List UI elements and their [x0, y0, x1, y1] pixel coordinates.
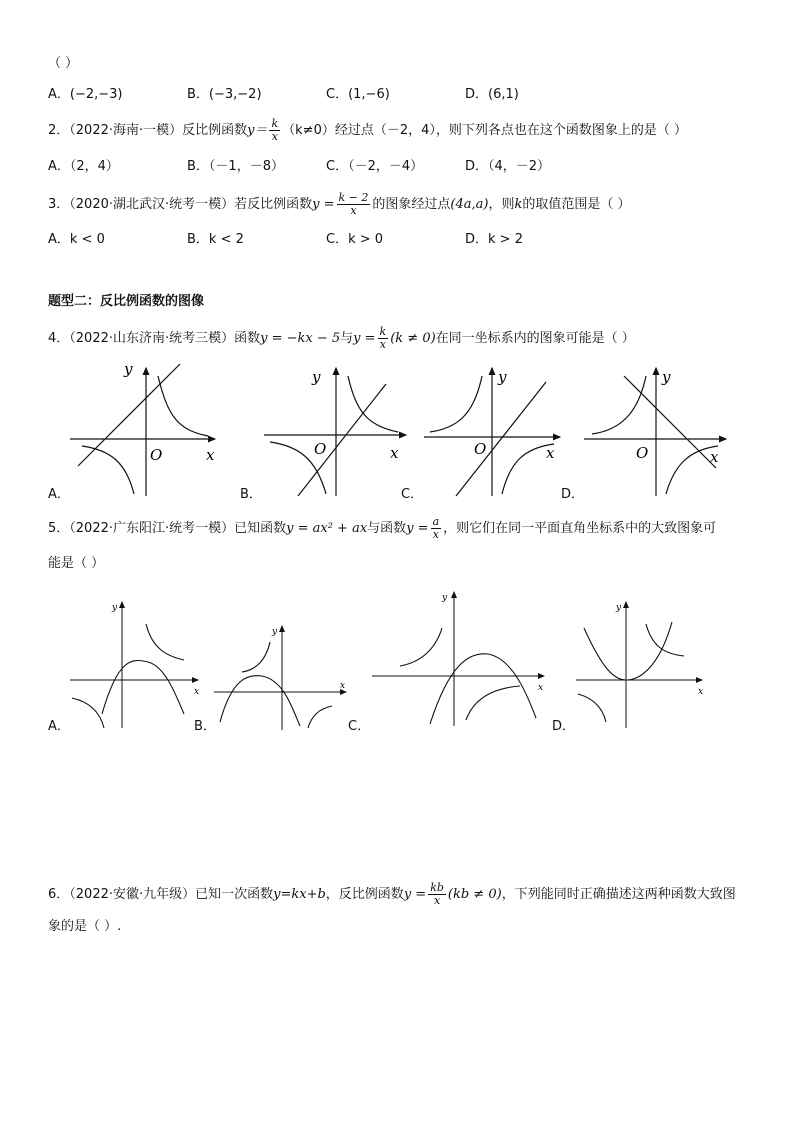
q5-graph-b — [212, 622, 352, 732]
q5-option-b: B． — [194, 719, 216, 734]
q5-graph-c — [370, 588, 550, 728]
y-label: y — [498, 368, 507, 386]
q4-option-c: C． — [401, 487, 424, 502]
x-label: x — [206, 446, 215, 464]
q2-stem: 2．（2022·海南·一模）反比例函数y＝ $\frac{k}{x}$ （k≠0）经过点（－2，4），则下列各点也在这个函数图象上的是（ ） — [48, 117, 688, 143]
q2-option-d: D．（4，－2） — [465, 159, 551, 174]
q4-option-b: B． — [240, 487, 262, 502]
hyperbola-branch — [242, 642, 270, 672]
q2-option-b: B．（－1，－8） — [187, 159, 284, 174]
origin-label: O — [636, 444, 649, 462]
q4-stem: 4．（2022·山东济南·统考三模）函数y = −kx − 5与y = $\frac{k}{x}$ (k ≠ 0)在同一坐标系内的图象可能是（ ） — [48, 325, 635, 351]
q6-stem: 6．（2022·安徽·九年级）已知一次函数y=kx+b，反比例函数y = $\frac{kb}{x}$ (kb ≠ 0)，下列能同时正确描述这两种函数大致图 — [48, 881, 736, 907]
parabola — [430, 654, 536, 724]
q4-fraction: $\frac{k}{x}$ — [379, 325, 387, 351]
q4-option-a: A． — [48, 487, 70, 502]
x-label: x — [390, 444, 399, 462]
q4-graph-d — [580, 362, 730, 500]
q6-stem-line2: 象的是（ ）. — [48, 919, 122, 934]
x-label: x — [710, 448, 719, 466]
parabola — [102, 660, 184, 714]
hyperbola-branch — [72, 698, 104, 728]
hyperbola-branch — [578, 694, 606, 722]
q5-graph-a — [68, 598, 208, 730]
q4-graph-b — [260, 362, 410, 500]
y-label: y — [112, 603, 118, 613]
section-title: 题型二：反比例函数的图像 — [48, 294, 205, 309]
q5-stem: 5．（2022·广东阳江·统考一模）已知函数y = ax² + ax与函数y = $\frac{a}{x}$ ，则它们在同一平面直角坐标系中的大致图象可 — [48, 515, 717, 541]
y-label: y — [272, 627, 278, 637]
q2-option-a: A．（2，4） — [48, 159, 119, 174]
x-label: x — [194, 687, 200, 697]
q2-fraction: $\frac{k}{x}$ — [271, 117, 279, 143]
q5-fraction: $\frac{a}{x}$ — [432, 515, 440, 541]
q3-fraction: $\frac{k - 2}{x}$ — [338, 191, 369, 217]
y-label: y — [662, 368, 671, 386]
hyperbola-branch — [592, 376, 646, 434]
q5-option-d: D． — [552, 719, 576, 734]
line-graph — [456, 382, 546, 496]
origin-label: O — [314, 440, 327, 458]
line-graph — [78, 364, 180, 466]
parabola — [584, 622, 672, 680]
hyperbola-branch — [308, 706, 332, 728]
hyperbola-branch — [646, 624, 684, 656]
y-label: y — [442, 593, 448, 603]
q3-option-c: C．k > 0 — [326, 232, 384, 247]
q2-option-c: C．（－2，－4） — [326, 159, 424, 174]
q5-graph-d — [574, 598, 710, 730]
x-label: x — [340, 681, 346, 691]
line-graph — [298, 384, 386, 496]
q5-stem-line2: 能是（ ） — [48, 556, 105, 571]
q4-option-d: D． — [561, 487, 585, 502]
hyperbola-branch — [82, 446, 134, 494]
q3-option-a: A．k < 0 — [48, 232, 105, 247]
q4-graph-c — [420, 362, 565, 500]
y-label: y — [124, 360, 133, 378]
parabola — [220, 676, 300, 726]
q4-graph-a — [60, 362, 225, 500]
x-label: x — [698, 687, 704, 697]
origin-label: O — [150, 446, 163, 464]
y-label: y — [312, 368, 321, 386]
q1-option-b: B．(−3,−2) — [187, 87, 262, 102]
hyperbola-branch — [466, 686, 520, 720]
hyperbola-branch — [430, 376, 482, 432]
x-label: x — [538, 683, 544, 693]
q1-option-c: C．(1,−6) — [326, 87, 390, 102]
q3-option-b: B．k < 2 — [187, 232, 244, 247]
q6-fraction: $\frac{kb}{x}$ — [430, 881, 444, 907]
q3-stem: 3．（2020·湖北武汉·统考一模）若反比例函数y = $\frac{k - 2}{x}$ 的图象经过点(4a,a)，则k的取值范围是（ ） — [48, 191, 631, 217]
origin-label: O — [474, 440, 487, 458]
q5-option-a: A． — [48, 719, 70, 734]
x-label: x — [546, 444, 555, 462]
q1-paren: （ ） — [48, 56, 79, 71]
hyperbola-branch — [400, 628, 442, 666]
q1-option-d: D．(6,1) — [465, 87, 519, 102]
hyperbola-branch — [158, 376, 208, 436]
q3-option-d: D．k > 2 — [465, 232, 523, 247]
q1-option-a: A．(−2,−3) — [48, 87, 123, 102]
y-label: y — [616, 603, 622, 613]
q5-option-c: C． — [348, 719, 371, 734]
hyperbola-branch — [146, 624, 184, 660]
